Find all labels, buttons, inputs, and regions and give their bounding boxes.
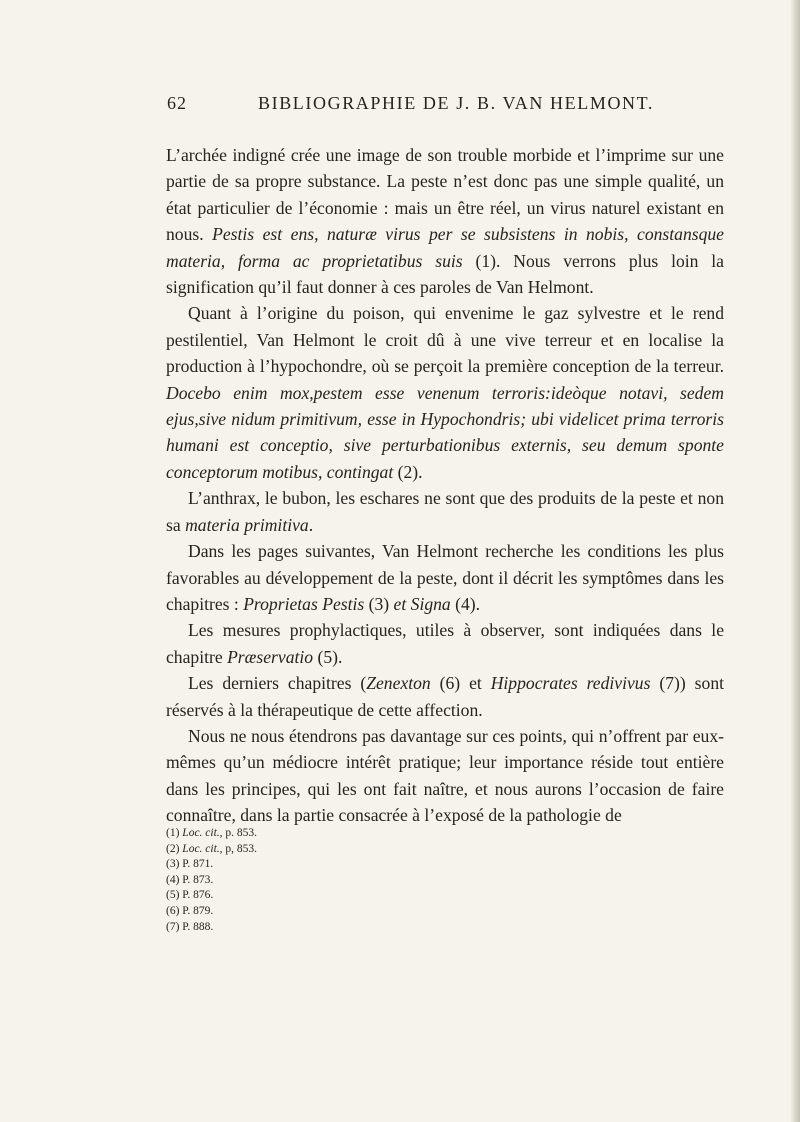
footnote-number: (6)	[166, 904, 183, 917]
footnote	[166, 904, 466, 920]
paragraph-4-latin-title-1: Proprietas Pestis	[243, 593, 365, 614]
paragraph-2-text-b: (2).	[393, 461, 423, 482]
footnote-page: P. 888.	[182, 920, 214, 933]
paragraph-6	[166, 670, 724, 723]
paragraph-3-text-a: L’anthrax, le bubon, les eschares ne sont que des produits de la peste et non sa	[166, 488, 724, 535]
footnote	[166, 857, 466, 873]
paragraph-2-text-a: Quant à l’origine du poison, qui envenime le gaz sylvestre et le rend pestilentiel, Van Helmont le croit dû à une vive terreur et en localise la production à l’hypochondre, où se perçoit la première conception de la terreur.	[166, 303, 724, 377]
paragraph-6-latin-title-1: Zenexton	[366, 673, 431, 694]
paragraph-4-text-b: (3)	[364, 593, 394, 614]
footnote-page: , p. 853.	[219, 827, 258, 839]
footnote-page: P. 876.	[182, 889, 214, 902]
paragraph-2	[166, 300, 724, 485]
footnote-reference: Loc. cit.	[182, 842, 220, 855]
paragraph-1-text-b: (1). Nous verrons plus loin la signification qu’il faut donner à ces paroles de Van Helmont.	[166, 250, 724, 298]
footnote-number: (7)	[166, 920, 183, 933]
paragraph-5	[166, 617, 724, 670]
footnote	[166, 842, 466, 858]
footnote	[166, 920, 466, 936]
paragraph-6-text-b: (6) et	[430, 673, 491, 694]
paragraph-1	[166, 142, 724, 300]
paragraph-7-text: Nous ne nous étendrons pas davantage sur ces points, qui n’offrent par eux-mêmes qu’un médiocre intérêt pratique; leur importance réside tout entière dans les principes, qui les ont fait naître, et nous aurons l’occasion de faire connaître, dans la partie consacrée à l’exposé de la pathologie de	[166, 725, 724, 826]
paragraph-3-latin-term: materia primitiva	[185, 514, 309, 535]
paragraph-4-text-c: (4).	[450, 593, 481, 614]
paragraph-1-latin-quote: Pestis est ens, naturæ virus per se subsistens in nobis, constansque materia, forma ac proprietatibus suis	[166, 224, 724, 271]
paragraph-1-text-a: L’archée indigné crée une image de son trouble morbide et l’imprime sur une partie de sa propre substance. La peste n’est donc pas une simple qualité, un état particulier de l’économie : mais un être réel, un virus naturel existant en nous.	[166, 145, 724, 245]
paragraph-6-text-a: Les derniers chapitres (	[188, 673, 367, 694]
footnote-number: (4)	[166, 873, 183, 886]
paragraph-3-text-b: .	[308, 514, 314, 535]
paragraph-4-latin-title-2: et Signa	[393, 593, 451, 614]
footnotes	[166, 826, 466, 935]
paragraph-6-text-c: (7)) sont réservés à la thérapeutique de cette affection.	[166, 673, 725, 720]
paragraph-6-latin-title-2: Hippocrates redivivus	[490, 673, 651, 694]
footnote-number: (2)	[166, 842, 183, 855]
paragraph-3	[166, 485, 724, 538]
footnote-page: , p, 853.	[219, 842, 258, 855]
paragraph-5-text-a: Les mesures prophylactiques, utiles à observer, sont indiquées dans le chapitre	[166, 620, 724, 667]
footnote-number: (3)	[166, 858, 183, 871]
paragraph-5-text-b: (5).	[313, 646, 343, 667]
footnote-page: P. 873.	[182, 873, 214, 886]
footnote-page: P. 879.	[182, 904, 214, 917]
footnote-number: (5)	[166, 889, 183, 902]
page-number: 62	[167, 93, 187, 113]
paragraph-5-latin-title: Præservatio	[227, 646, 314, 667]
paragraph-4-text-a: Dans les pages suivantes, Van Helmont recherche les conditions les plus favorables au développement de la peste, dont il décrit les symptômes dans les chapitres :	[166, 541, 724, 614]
running-title: BIBLIOGRAPHIE DE J. B. VAN HELMONT.	[258, 93, 655, 113]
footnote	[166, 873, 466, 889]
footnote-number: (1)	[166, 827, 183, 839]
footnote-page: P. 871.	[182, 858, 214, 871]
body-text	[166, 142, 724, 829]
footnote	[166, 888, 466, 904]
paragraph-2-latin-quote: Docebo enim mox,pestem esse venenum terroris:ideòque notavi, sedem ejus,sive nidum primitivum, esse in Hypochondris; ubi videlicet prima terroris humani est conceptio, sive perturbationibus externis, seu demum sponte conceptorum motibus, contingat	[166, 382, 724, 482]
paragraph-7	[166, 723, 724, 829]
footnote-reference: Loc. cit.	[182, 827, 220, 839]
page-header	[167, 93, 687, 121]
page-edge-shadow	[790, 0, 800, 1122]
paragraph-4	[166, 538, 724, 617]
footnote	[166, 826, 466, 842]
